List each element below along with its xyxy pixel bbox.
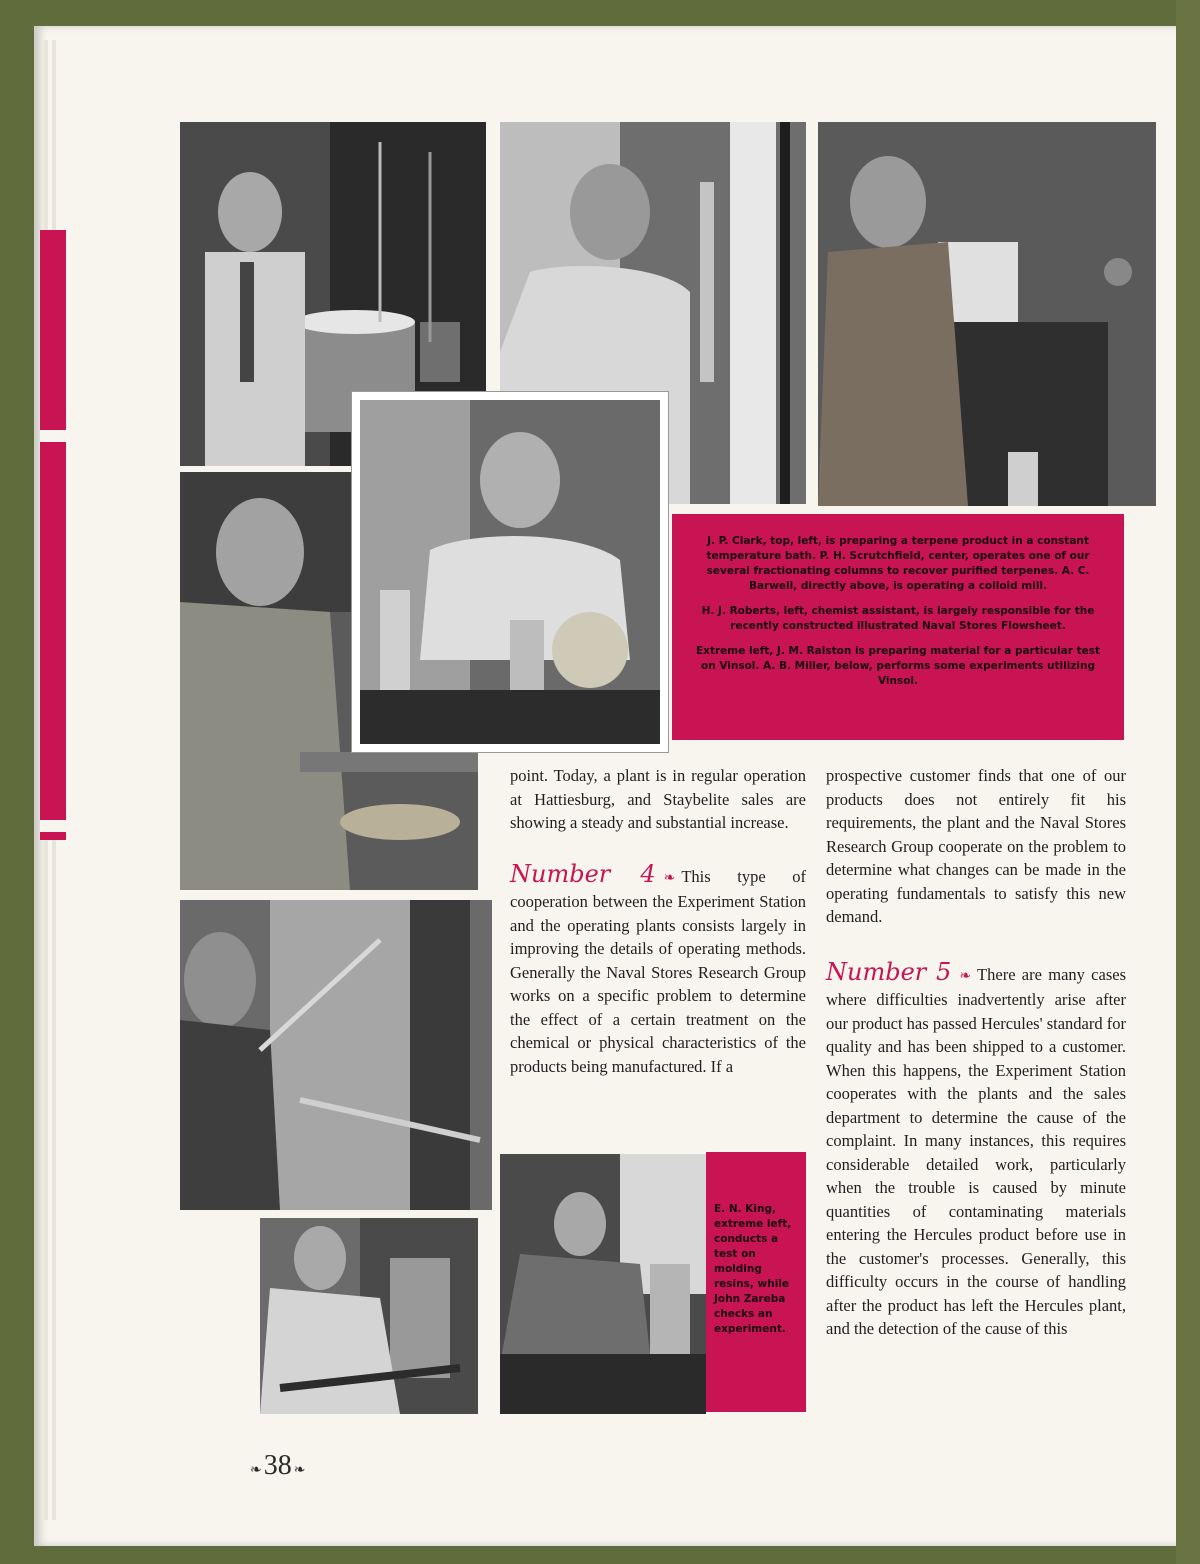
leaf-ornament-icon: ❧ — [959, 968, 972, 984]
text-column-right — [826, 764, 1126, 1341]
paragraph-number-4: This type of cooperation between the Experiment Station and the operating plants consists largely in improving the details of operating methods. Generally the Naval Stores Research Group works on a specific problem to determine the effect of a certain treatment on the chemical or physical characteristics of the products being manufactured. If a — [510, 866, 806, 1076]
caption-king-zareba: E. N. King, extreme left, conducts a test on molding resins, while John Zareba checks an experiment. — [714, 1203, 792, 1335]
photo-roberts-flowsheet — [352, 392, 668, 752]
leaf-ornament-icon: ❧ — [293, 1463, 306, 1478]
heading-number-5: Number 5 — [826, 957, 952, 986]
caption-box-bottom — [706, 1152, 806, 1412]
paragraph-intro-right: prospective customer finds that one of our products does not entirely fit his requirements, the plant and the Naval Stores Research Group cooperate on the problem to determine what changes can be made in the operating fundamentals to satisfy this new demand. — [826, 766, 1126, 926]
cover-edge — [1176, 0, 1200, 1564]
photo-barwell-colloid-mill — [816, 120, 1158, 508]
caption-ralston-miller: Extreme left, J. M. Ralston is preparing material for a particular test on Vinsol. A. B. Miller, below, performs some experiments utilizing Vinsol. — [696, 645, 1100, 687]
spine-band-gap — [40, 430, 66, 442]
page-number — [248, 1450, 307, 1482]
paragraph-number-5: There are many cases where difficulties inadvertently arise after our product has passed Hercules' standard for quality and has been shipped to a customer. When this happens, the Experiment Station cooperates with the plants and the sales department to determine the cause of the complaint. In many instances, this requires considerable detailed work, particularly when the trouble is caused by minute quantities of contaminating materials entering the Hercules product before use in the customer's processes. Generally, this difficulty occurs in the course of handling after the product has left the Hercules plant, and the detection of the cause of this — [826, 964, 1126, 1338]
spine-band-gap — [40, 820, 66, 832]
photo-zareba-experiment — [498, 1152, 708, 1416]
paragraph-intro-left: point. Today, a plant is in regular operation at Hattiesburg, and Staybelite sales are showing a steady and substantial increase. — [510, 766, 806, 832]
photo-press-operator — [258, 1216, 480, 1416]
leaf-ornament-icon: ❧ — [250, 1463, 262, 1478]
page-number-value: 38 — [263, 1450, 292, 1481]
caption-roberts: H. J. Roberts, left, chemist assistant, is largely responsible for the recently constructed illustrated Naval Stores Flowsheet. — [701, 605, 1095, 632]
spine-color-band — [40, 230, 66, 840]
caption-box-top — [672, 514, 1124, 740]
text-column-left — [510, 764, 806, 1078]
photo-king-molding-resins — [178, 898, 494, 1212]
heading-number-4: Number 4 — [510, 859, 656, 888]
caption-clark-scrutchfield-barwell: J. P. Clark, top, left, is preparing a terpene product in a constant temperature bath. P. H. Scrutchfield, center, operates one of our several fractionating columns to recover purified terpenes. A. C. Barwell, directly above, is operating a colloid mill. — [706, 535, 1090, 592]
leaf-ornament-icon: ❧ — [663, 870, 676, 886]
